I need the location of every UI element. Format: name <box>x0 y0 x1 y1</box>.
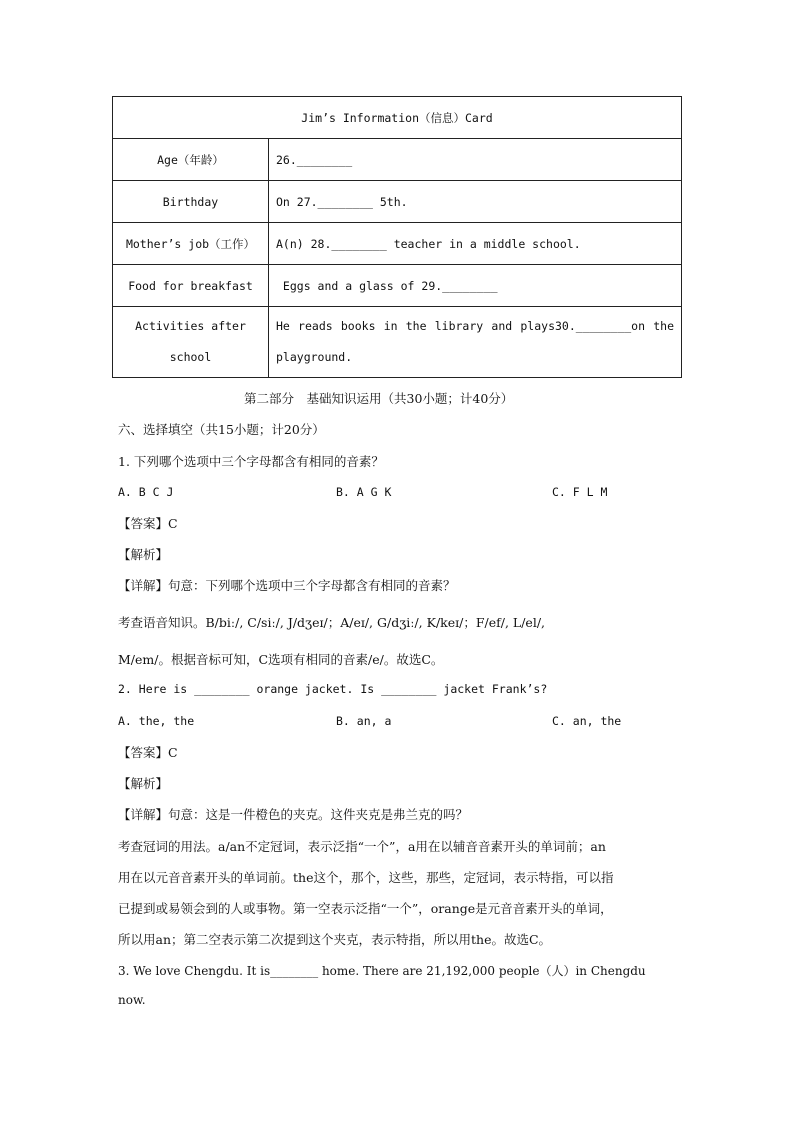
q2-explain-line2: 用在以元音音素开头的单词前。the这个，那个，这些，那些，定冠词，表示特指，可以指 <box>118 870 614 885</box>
q2-option-c: C. an, the <box>552 714 622 728</box>
q2-analysis-label: 【解析】 <box>118 776 169 791</box>
activities-value-line1: He reads books in the library and plays30.________on the <box>276 319 674 333</box>
activities-label-line2: school <box>169 350 212 364</box>
activities-value-line2: playground. <box>276 350 353 364</box>
age-label: Age（年龄） <box>113 139 269 181</box>
activities-value <box>269 307 682 378</box>
q1-option-a: A. B C J <box>118 485 174 499</box>
q2-explain-line4: 所以用an；第二空表示第二次提到这个夹克，表示特指，所以用the。故选C。 <box>118 932 552 947</box>
q3-line2: now. <box>118 993 146 1007</box>
q2-option-a: A. the, the <box>118 714 195 728</box>
q1-stem: 1. 下列哪个选项中三个字母都含有相同的音素？ <box>118 454 384 469</box>
q2-answer: 【答案】C <box>118 745 178 760</box>
activities-label <box>113 307 269 378</box>
birthday-label: Birthday <box>113 181 269 223</box>
q1-answer: 【答案】C <box>118 516 178 531</box>
section6-heading: 六、选择填空（共15小题；计20分） <box>118 422 325 437</box>
age-value: 26.________ <box>269 139 682 181</box>
q3-line1: 3. We love Chengdu. It is________ home. There are 21,192,000 people（人）in Chengdu <box>118 964 646 978</box>
breakfast-value: Eggs and a glass of 29.________ <box>269 265 682 307</box>
information-card-table <box>112 96 682 378</box>
q1-option-c: C. F L M <box>552 485 608 499</box>
q2-option-b: B. an, a <box>336 714 392 728</box>
q1-analysis-label: 【解析】 <box>118 547 169 562</box>
activities-label-line1: Activities after <box>135 319 246 333</box>
mothers-job-label: Mother’s job（工作） <box>113 223 269 265</box>
q2-detail: 【详解】句意：这是一件橙色的夹克。这件夹克是弗兰克的吗？ <box>118 807 469 822</box>
breakfast-label: Food for breakfast <box>113 265 269 307</box>
q1-detail: 【详解】句意：下列哪个选项中三个字母都含有相同的音素？ <box>118 578 456 593</box>
q1-option-b: B. A G K <box>336 485 392 499</box>
q1-explain-line1: 考查语音知识。B/biː/, C/siː/, J/dʒeɪ/；A/eɪ/, G/dʒiː/, K/keɪ/；F/ef/, L/el/, <box>118 615 546 630</box>
card-title: Jim’s Information（信息）Card <box>113 97 682 139</box>
q1-explain-line2: M/em/。根据音标可知，C选项有相同的音素/e/。故选C。 <box>118 652 444 667</box>
part2-heading: 第二部分 基础知识运用（共30小题；计40分） <box>244 391 514 406</box>
birthday-value: On 27.________ 5th. <box>269 181 682 223</box>
q2-explain-line1: 考查冠词的用法。a/an不定冠词，表示泛指“一个”，a用在以辅音音素开头的单词前；an <box>118 839 606 854</box>
mothers-job-value: A(n) 28.________ teacher in a middle school. <box>269 223 682 265</box>
q2-stem: 2. Here is ________ orange jacket. Is ________ jacket Frank’s? <box>118 682 548 696</box>
q2-explain-line3: 已提到或易领会到的人或事物。第一空表示泛指“一个”，orange是元音音素开头的单词， <box>118 901 613 916</box>
